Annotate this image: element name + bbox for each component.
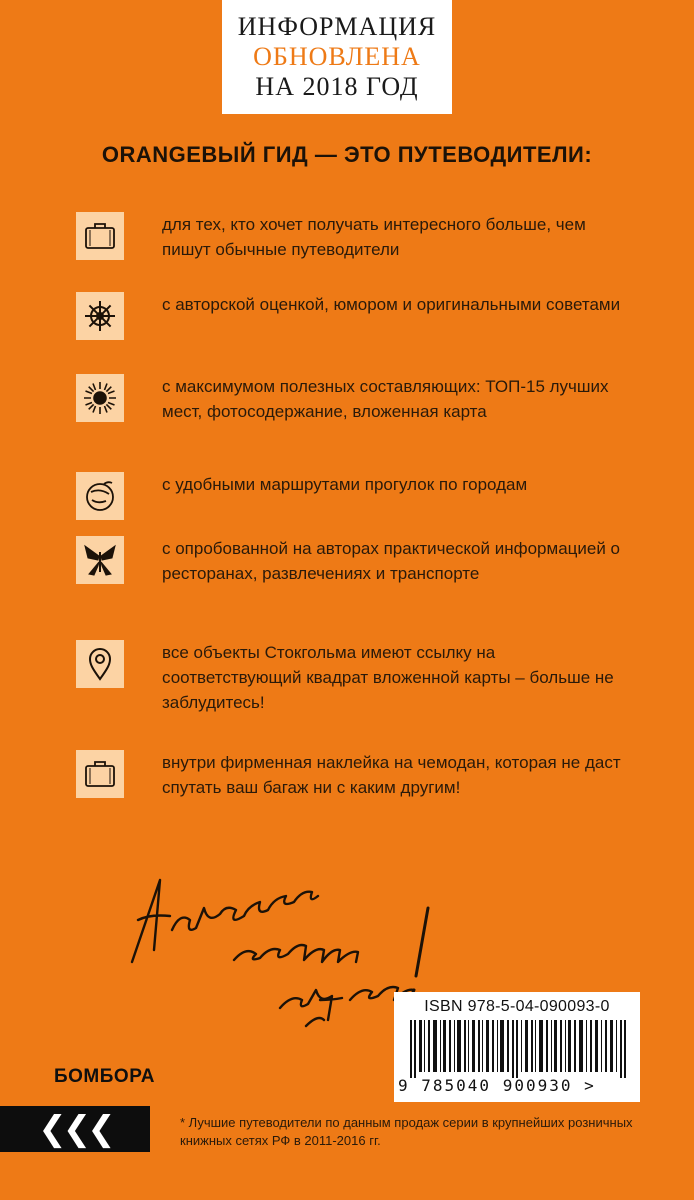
publisher-logo: БОМБОРА	[54, 1066, 155, 1087]
butterfly-icon	[76, 536, 124, 584]
feature-text: с авторской оценкой, юмором и оригинальными советами	[162, 295, 621, 314]
footnote: * Лучшие путеводители по данным продаж серии в крупнейших розничных книжных сетях РФ в 2011-2016 гг.	[180, 1115, 633, 1148]
feature-text: для тех, кто хочет получать интересного больше, чем пишут обычные путеводители	[162, 215, 586, 259]
ship-wheel-icon	[76, 292, 124, 340]
barcode-digits: 9 785040 900930 >	[398, 1076, 596, 1095]
feature-text: с опробованной на авторах практической информацией о ресторанах, развлечениях и транспорте	[162, 539, 621, 583]
feature-text: с максимумом полезных составляющих: ТОП-15 лучших мест, фотосодержание, вложенная карта	[162, 377, 609, 421]
feature-text: все объекты Стокгольма имеют ссылку на соответствующий квадрат вложенной карты – больше не заблудитесь!	[162, 643, 614, 712]
chevrons-icon: ❮❮❮	[0, 1106, 150, 1152]
suitcase-icon	[76, 750, 124, 798]
isbn-barcode	[394, 992, 640, 1102]
suitcase-icon	[76, 212, 124, 260]
badge-line-2: ОБНОВЛЕНА	[253, 42, 421, 71]
map-pin-icon	[76, 640, 124, 688]
feature-text: внутри фирменная наклейка на чемодан, которая не даст спутать ваш багаж ни с каким другим!	[162, 753, 621, 797]
barcode-bars	[410, 1020, 630, 1078]
update-badge	[222, 0, 452, 114]
feature-text: с удобными маршрутами прогулок по городам	[162, 475, 528, 494]
badge-line-1: ИНФОРМАЦИЯ	[237, 12, 437, 41]
badge-line-3: НА 2018 ГОД	[255, 72, 419, 101]
handwritten-slogan	[110, 850, 440, 1040]
citrus-icon	[76, 472, 124, 520]
section-heading: ORANGEВЫЙ ГИД — ЭТО ПУТЕВОДИТЕЛИ:	[101, 142, 593, 167]
isbn-label: ISBN 978-5-04-090093-0	[424, 998, 610, 1015]
sun-icon	[76, 374, 124, 422]
